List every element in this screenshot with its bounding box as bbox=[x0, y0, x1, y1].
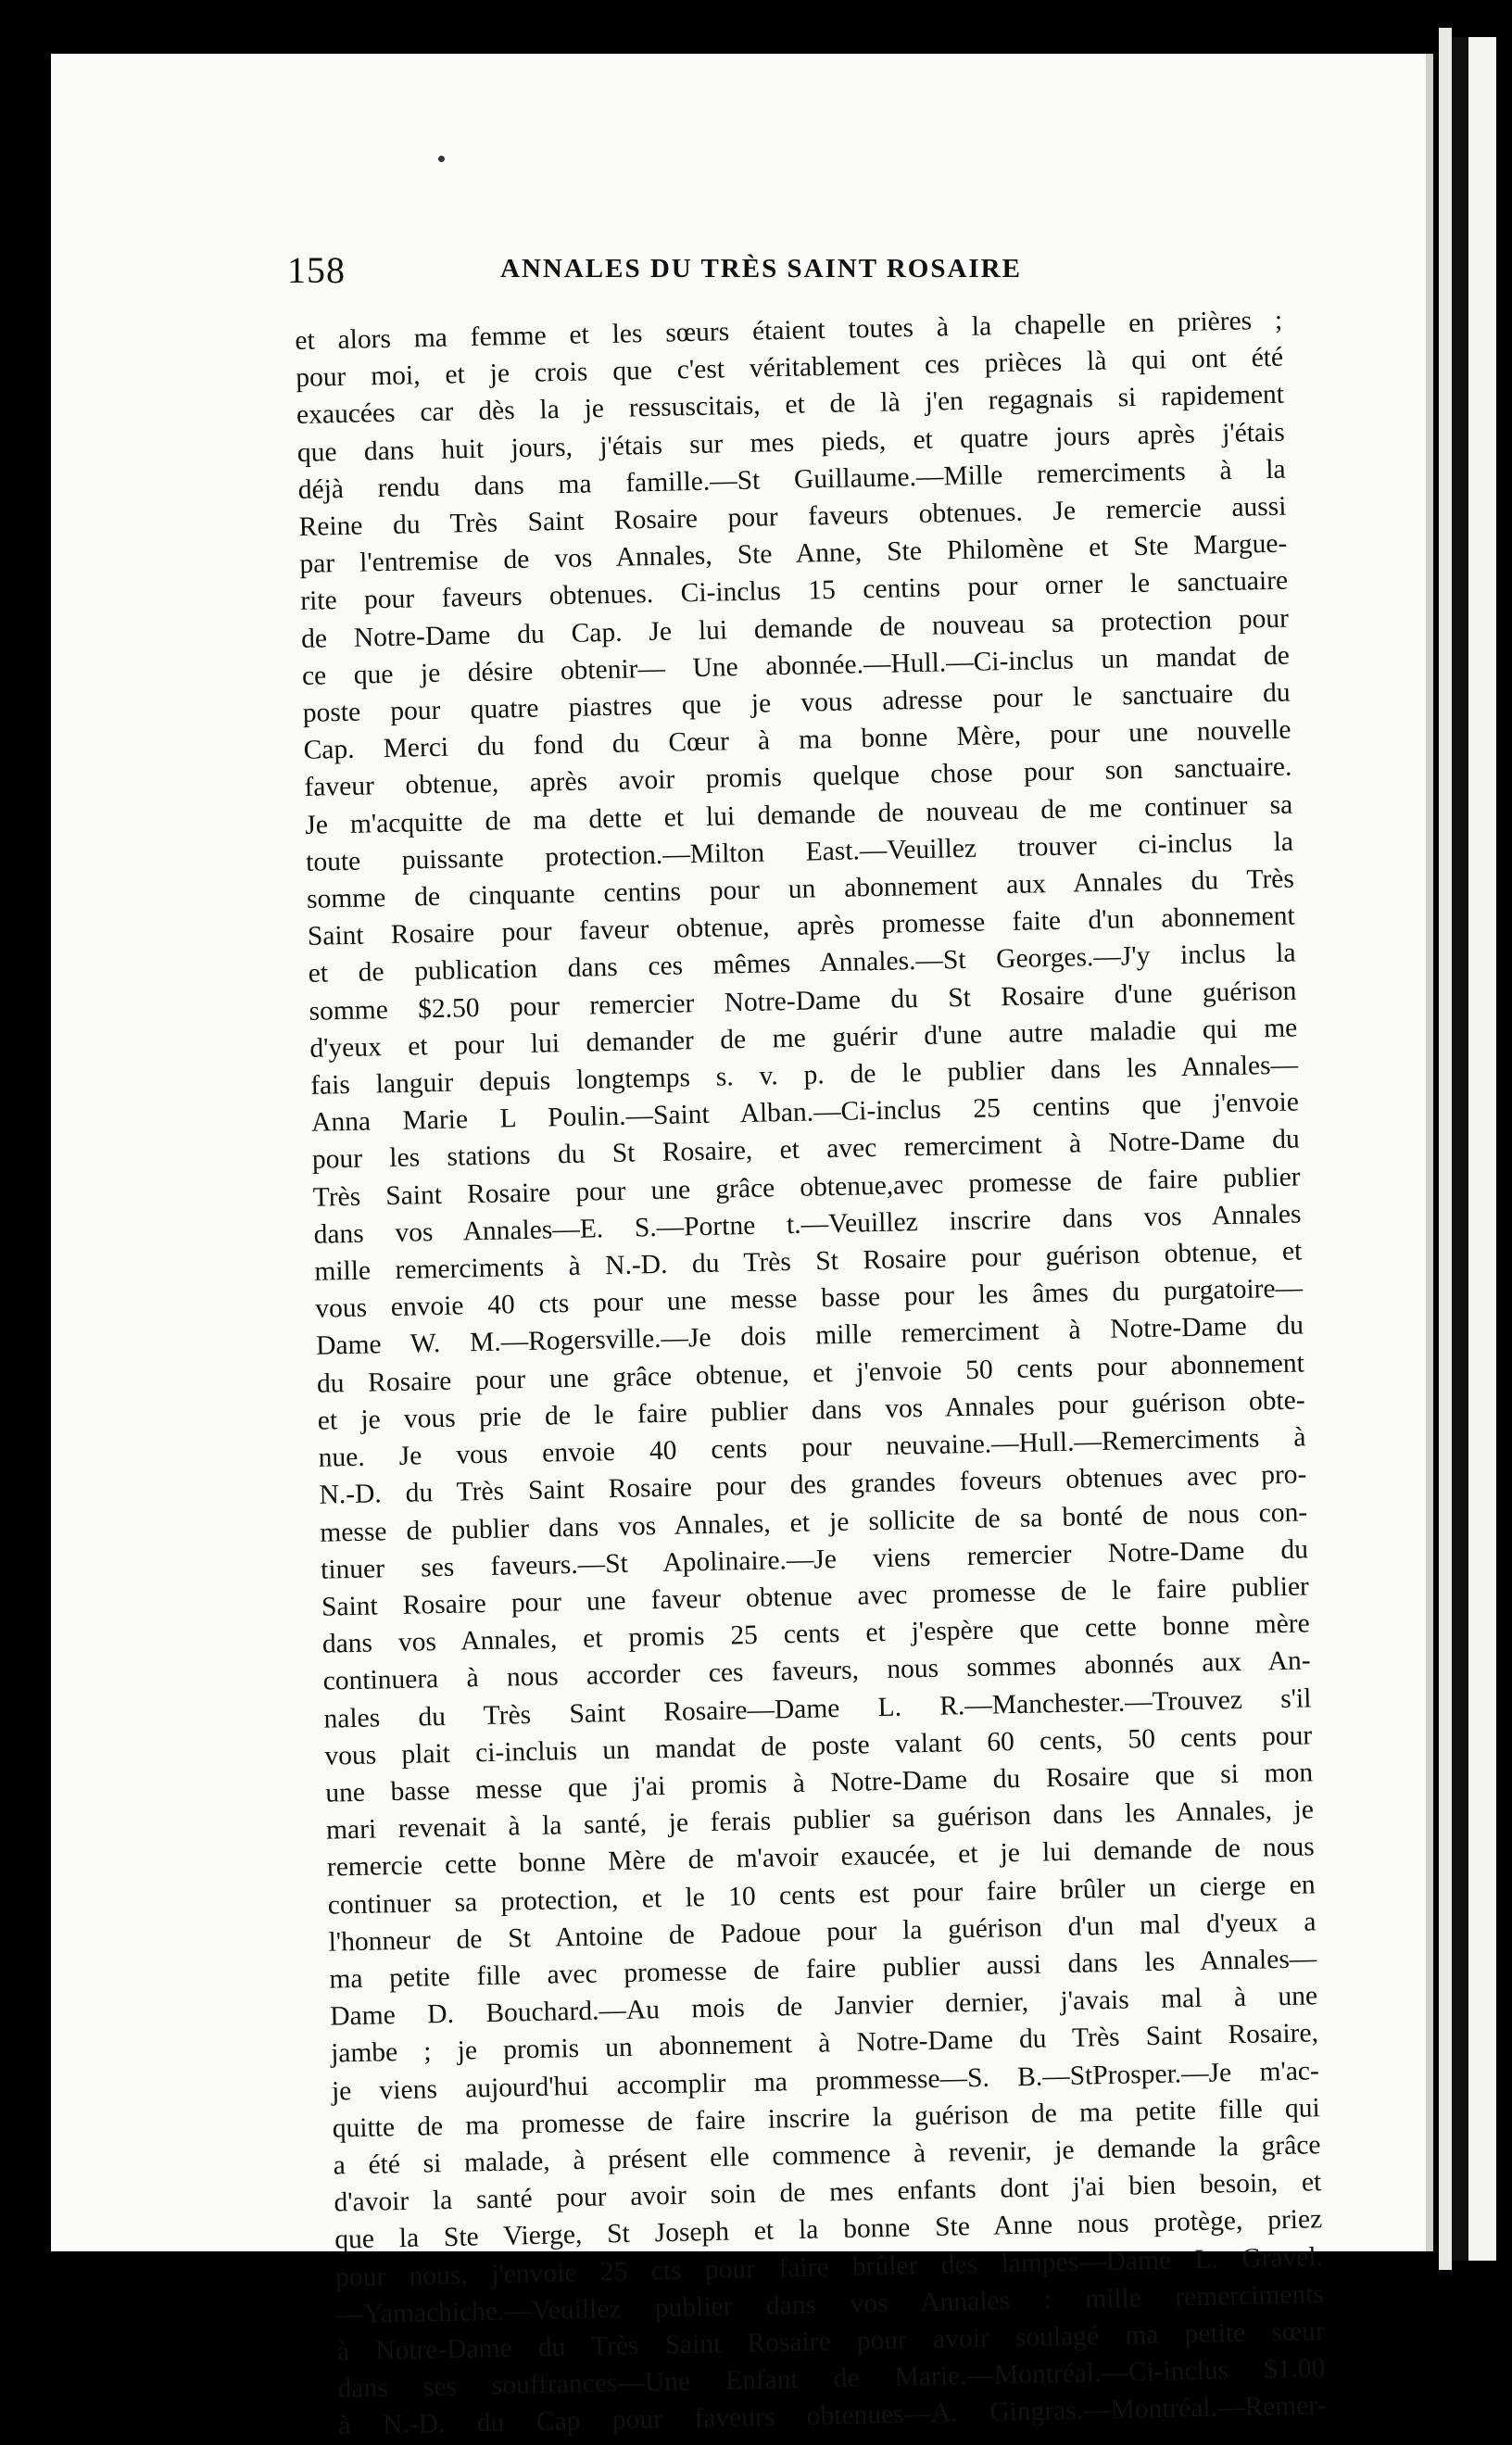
page-header bbox=[287, 248, 1288, 304]
text-line: mari revenait à la santé, je ferais publier sa guérison dans les Annales, je bbox=[325, 1795, 1315, 1846]
text-line: —Yamachiche.—Veuillez publier dans vos Annales : mille remerciments bbox=[335, 2278, 1325, 2330]
text-line: vous envoie 40 cts pour une messe basse pour les âmes du purgatoire— bbox=[314, 1273, 1304, 1325]
text-line: faveur obtenue, après avoir promis quelque chose pour son sanctuaire. bbox=[304, 752, 1292, 803]
text-line: quitte de ma promesse de faire inscrire la guérison de ma petite fille qui bbox=[332, 2093, 1320, 2144]
text-line: et alors ma femme et les sœurs étaient toutes à la chapelle en prières ; bbox=[295, 305, 1283, 356]
text-line: somme de cinquante centins pour un abonnement aux Annales du Très bbox=[306, 863, 1295, 914]
text-line: Anna Marie L Poulin.—Saint Alban.—Ci-inclus 25 centins que j'envoie bbox=[310, 1087, 1300, 1139]
text-line: du Rosaire pour une grâce obtenue, et j'envoie 50 cents pour abonnement bbox=[316, 1348, 1305, 1399]
text-line: Reine du Très Saint Rosaire pour faveurs obtenues. Je remercie aussi bbox=[298, 491, 1287, 542]
ink-speck bbox=[438, 156, 445, 162]
page-edge bbox=[1439, 28, 1452, 2270]
text-line: nales du Très Saint Rosaire—Dame L. R.—Manchester.—Trouvez s'il bbox=[323, 1683, 1312, 1734]
running-title: ANNALES DU TRÈS SAINT ROSAIRE bbox=[500, 254, 1022, 284]
text-line: à N.-D. du Cap pour faveurs obtenues—A. Gingras.—Montréal.—Remer- bbox=[338, 2390, 1327, 2441]
text-line: tinuer ses faveurs.—St Apolinaire.—Je viens remercier Notre-Dame du bbox=[320, 1534, 1309, 1585]
text-line: une basse messe que j'ai promis à Notre-Dame du Rosaire que si mon bbox=[324, 1758, 1314, 1809]
text-line: ma petite fille avec promesse de faire publier aussi dans les Annales— bbox=[329, 1944, 1317, 1995]
text-line: jambe ; je promis un abonnement à Notre-Dame du Très Saint Rosaire, bbox=[330, 2018, 1319, 2069]
page-number: 158 bbox=[287, 249, 346, 291]
text-line: de Notre-Dame du Cap. Je lui demande de nouveau sa protection pour bbox=[300, 603, 1290, 654]
text-line: Je m'acquitte de ma dette et lui demande de nouveau de me continuer sa bbox=[305, 789, 1293, 840]
text-line: mille remerciments à N.-D. du Très St Rosaire pour guérison obtenue, et bbox=[314, 1236, 1303, 1287]
text-line: a été si malade, à présent elle commence à revenir, je demande la grâce bbox=[333, 2130, 1321, 2181]
book-gutter-shadow bbox=[1452, 37, 1468, 2261]
next-page-edge bbox=[1468, 37, 1496, 2261]
text-line: fais languir depuis longtemps s. v. p. de le publier dans les Annales— bbox=[309, 1050, 1299, 1101]
text-line: messe de publier dans vos Annales, et je sollicite de sa bonté de nous con- bbox=[320, 1496, 1308, 1548]
text-line: rite pour faveurs obtenues. Ci-inclus 15 centins pour orner le sanctuaire bbox=[299, 566, 1289, 617]
text-line: d'yeux et pour lui demander de me guérir d'une autre maladie qui me bbox=[309, 1013, 1298, 1064]
text-line: d'avoir la santé pour avoir soin de mes enfants dont j'ai bien besoin, et bbox=[334, 2167, 1322, 2218]
text-line: nue. Je vous envoie 40 cents pour neuvaine.—Hull.—Remerciments à bbox=[318, 1422, 1306, 1473]
text-line: dans ses souffrances—Une Enfant de Marie.—Montréal.—Ci-inclus $1.00 bbox=[337, 2353, 1326, 2404]
text-line: Dame D. Bouchard.—Au mois de Janvier dernier, j'avais mal à une bbox=[329, 1981, 1318, 2032]
text-line: dans vos Annales, et promis 25 cents et j'espère que cette bonne mère bbox=[321, 1608, 1310, 1659]
text-line: exaucées car dès la je ressuscitais, et de là j'en regagnais si rapidement bbox=[296, 380, 1285, 431]
text-line: à Notre-Dame du Très Saint Rosaire pour avoir soulagé ma petite sœur bbox=[336, 2316, 1325, 2367]
text-line: remercie cette bonne Mère de m'avoir exaucée, et je lui demande de nous bbox=[326, 1832, 1316, 1883]
text-line: et de publication dans ces mêmes Annales.—St Georges.—J'y inclus la bbox=[308, 938, 1296, 989]
text-line: et je vous prie de le faire publier dans vos Annales pour guérison obte- bbox=[317, 1385, 1305, 1436]
text-line: que dans huit jours, j'étais sur mes pieds, et quatre jours après j'étais bbox=[296, 417, 1286, 468]
body-text bbox=[295, 302, 1327, 2445]
text-line: continuer sa protection, et le 10 cents est pour faire brûler un cierge en bbox=[327, 1869, 1316, 1921]
text-line: toute puissante protection.—Milton East.—Veuillez trouver ci-inclus la bbox=[305, 826, 1294, 877]
text-line: je viens aujourd'hui accomplir ma prommesse—S. B.—StProsper.—Je m'ac- bbox=[331, 2055, 1320, 2107]
text-line: pour nous, j'envoie 25 cts pour faire brûler des lampes—Dame L. Gravel. bbox=[334, 2241, 1324, 2293]
text-line: ce que je désire obtenir— Une abonnée.—Hull.—Ci-inclus un mandat de bbox=[301, 640, 1291, 691]
text-line: poste pour quatre piastres que je vous adresse pour le sanctuaire du bbox=[302, 677, 1291, 728]
text-line: vous plait ci-incluis un mandat de poste valant 60 cents, 50 cents pour bbox=[324, 1720, 1313, 1771]
text-line: Saint Rosaire pour une faveur obtenue avec promesse de le faire publier bbox=[321, 1571, 1310, 1622]
text-line: déjà rendu dans ma famille.—St Guillaume.—Mille remerciments à la bbox=[297, 454, 1286, 505]
text-line: dans vos Annales—E. S.—Portne t.—Veuillez inscrire dans vos Annales bbox=[313, 1199, 1302, 1250]
text-line: somme $2.50 pour remercier Notre-Dame du St Rosaire d'une guérison bbox=[309, 976, 1297, 1027]
text-line: Dame W. M.—Rogersville.—Je dois mille remerciment à Notre-Dame du bbox=[315, 1310, 1304, 1362]
text-line: Cap. Merci du fond du Cœur à ma bonne Mère, pour une nouvelle bbox=[303, 714, 1292, 766]
text-line: l'honneur de St Antoine de Padoue pour la guérison d'un mal d'yeux a bbox=[328, 1907, 1317, 1958]
text-line: Très Saint Rosaire pour une grâce obtenue,avec promesse de faire publier bbox=[312, 1162, 1301, 1213]
text-line: Saint Rosaire pour faveur obtenue, après promesse faite d'un abonnement bbox=[307, 901, 1295, 952]
text-line: continuera à nous accorder ces faveurs, nous sommes abonnés aux An- bbox=[322, 1645, 1311, 1696]
text-line: pour les stations du St Rosaire, et avec remerciment à Notre-Dame du bbox=[311, 1124, 1301, 1176]
text-line: N.-D. du Très Saint Rosaire pour des grandes foveurs obtenues avec pro- bbox=[319, 1459, 1307, 1511]
text-line: que la Ste Vierge, St Joseph et la bonne Ste Anne nous protège, priez bbox=[334, 2204, 1323, 2255]
text-line: pour moi, et je crois que c'est véritablement ces prièces là qui ont été bbox=[295, 342, 1284, 394]
text-line: par l'entremise de vos Annales, Ste Anne, Ste Philomène et Ste Margue- bbox=[299, 528, 1288, 580]
